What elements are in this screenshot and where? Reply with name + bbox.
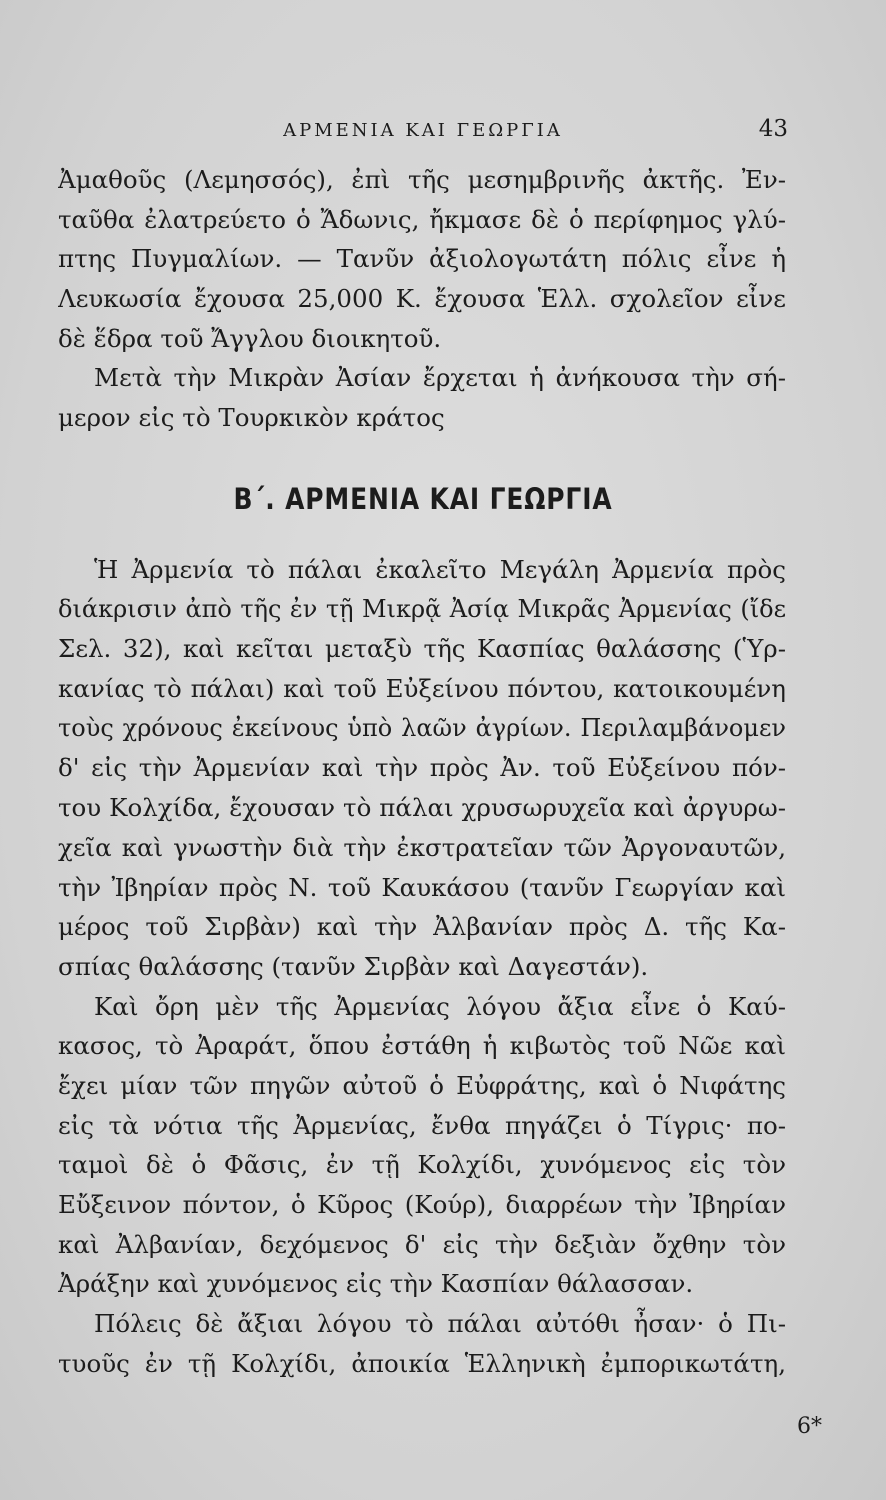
text-line: διάκρισιν ἀπὸ τῆς ἐν τῇ Μικρᾷ Ἀσίᾳ Μικρᾶς Ἀρμενίας (ἴδε: [58, 594, 786, 623]
text-line: ταῦθα ἐλατρεύετο ὁ Ἄδωνις, ἤκμασε δὲ ὁ περίφημος γλύ-: [58, 204, 786, 234]
paragraph-block-cyprus: [58, 160, 786, 438]
paragraph-block-armenia: [58, 550, 786, 1383]
text-line: εἰς τὰ νότια τῆς Ἀρμενίας, ἔνθα πηγάζει ὁ Τίγρις· πο-: [58, 1110, 786, 1140]
text-line: Πόλεις δὲ ἄξιαι λόγου τὸ πάλαι αὐτόθι ἦσαν· ὁ Πι-: [94, 1309, 786, 1339]
text-line: Εὔξεινον πόντον, ὁ Κῦρος (Κούρ), διαρρέων τὴν Ἰβηρίαν: [58, 1190, 786, 1219]
text-line: κασος, τὸ Ἀραράτ, ὅπου ἐστάθη ἡ κιβωτὸς τοῦ Νῶε καὶ: [58, 1031, 786, 1061]
text-line: Ἡ Ἀρμενία τὸ πάλαι ἐκαλεῖτο Μεγάλη Ἀρμενία πρὸς: [94, 555, 786, 584]
text-line: ἔχει μίαν τῶν πηγῶν αὐτοῦ ὁ Εὐφράτης, καὶ ὁ Νιφάτης: [58, 1070, 786, 1100]
text-line: Λευκωσία ἔχουσα 25,000 Κ. ἔχουσα Ἑλλ. σχολεῖον εἶνε: [58, 284, 786, 314]
text-line: Μετὰ τὴν Μικρὰν Ἀσίαν ἔρχεται ἡ ἀνήκουσα τὴν σή-: [94, 363, 786, 393]
text-line: δ' εἰς τὴν Ἀρμενίαν καὶ τὴν πρὸς Ἀν. τοῦ Εὐξείνου πόν-: [58, 753, 786, 783]
text-line: τυοῦς ἐν τῇ Κολχίδι, ἀποικία Ἑλληνικὴ ἐμπορικωτάτη,: [58, 1348, 786, 1378]
text-line: Ἀμαθοῦς (Λεμησσός), ἐπὶ τῆς μεσημβρινῆς ἀκτῆς. Ἐν-: [58, 165, 786, 194]
text-line: Σελ. 32), καὶ κεῖται μεταξὺ τῆς Κασπίας θαλάσσης (Ὑρ-: [58, 634, 786, 664]
text-line: καὶ Ἀλβανίαν, δεχόμενος δ' εἰς τὴν δεξιὰν ὄχθην τὸν: [58, 1229, 786, 1259]
text-line: τὴν Ἰβηρίαν πρὸς Ν. τοῦ Καυκάσου (τανῦν Γεωργίαν καὶ: [58, 872, 786, 902]
text-line: του Κολχίδα, ἔχουσαν τὸ πάλαι χρυσωρυχεῖα καὶ ἀργυρω-: [58, 793, 786, 823]
text-line: μέρος τοῦ Σιρβὰν) καὶ τὴν Ἀλβανίαν πρὸς Δ. τῆς Κα-: [58, 912, 786, 942]
running-title: ΑΡΜΕΝΙΑ ΚΑΙ ΓΕΩΡΓΙΑ: [283, 120, 563, 141]
text-line: τοὺς χρόνους ἐκείνους ὑπὸ λαῶν ἀγρίων. Περιλαμβάνομεν: [58, 713, 786, 742]
text-line: Καὶ ὄρη μὲν τῆς Ἀρμενίας λόγου ἄξια εἶνε ὁ Καύ-: [94, 991, 786, 1021]
section-heading: Β΄. ΑΡΜΕΝΙΑ ΚΑΙ ΓΕΩΡΓΙΑ: [233, 482, 613, 516]
page-number: 43: [758, 116, 788, 142]
text-line: ταμοὶ δὲ ὁ Φᾶσις, ἐν τῇ Κολχίδι, χυνόμενος εἰς τὸν: [58, 1150, 786, 1180]
signature-mark: 6*: [797, 1414, 822, 1439]
running-head: [60, 116, 788, 154]
text-line: Ἀράξην καὶ χυνόμενος εἰς τὴν Κασπίαν θάλασσαν.: [58, 1269, 694, 1299]
text-line: κανίας τὸ πάλαι) καὶ τοῦ Εὐξείνου πόντου, κατοικουμένη: [58, 674, 786, 704]
text-line: χεῖα καὶ γνωστὴν διὰ τὴν ἐκστρατεῖαν τῶν Ἀργοναυτῶν,: [58, 832, 786, 862]
text-line: σπίας θαλάσσης (τανῦν Σιρβὰν καὶ Δαγεστάν).: [58, 951, 649, 981]
text-line: πτης Πυγμαλίων. — Τανῦν ἀξιολογωτάτη πόλις εἶνε ἡ: [58, 244, 786, 274]
text-line: μερον εἰς τὸ Τουρκικὸν κράτος: [58, 403, 445, 433]
text-line: δὲ ἕδρα τοῦ Ἄγγλου διοικητοῦ.: [58, 323, 442, 353]
